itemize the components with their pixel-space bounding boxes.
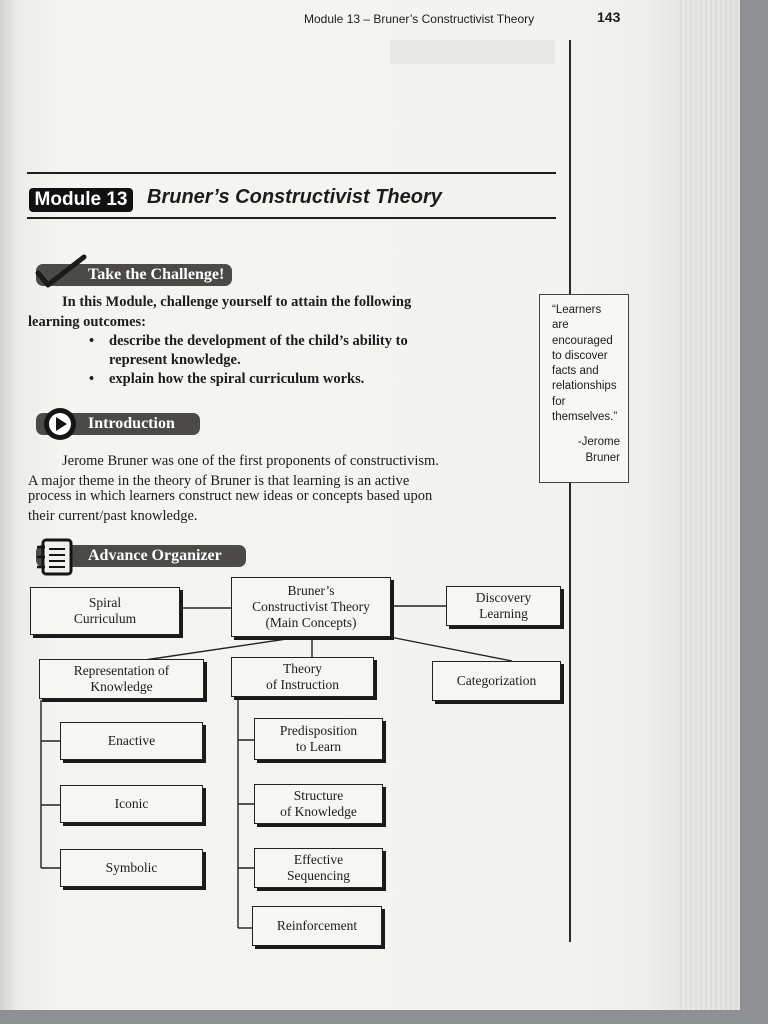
node-symbolic bbox=[60, 849, 203, 887]
node-text: Discovery bbox=[475, 590, 532, 605]
node-text: Structure bbox=[293, 788, 344, 803]
node-text: Bruner’s bbox=[287, 583, 335, 598]
challenge-intro-line2: learning outcomes: bbox=[28, 314, 146, 330]
node-reinforcement bbox=[252, 906, 382, 946]
outcome-2: explain how the spiral curriculum works. bbox=[109, 371, 365, 387]
node-constructivist-theory bbox=[231, 577, 391, 637]
node-categorization bbox=[432, 661, 561, 701]
node-text: of Instruction bbox=[265, 677, 340, 692]
intro-line2: A major theme in the theory of Bruner is that learning is an active bbox=[28, 473, 410, 489]
quote-line: are bbox=[552, 319, 569, 332]
intro-line4: their current/past knowledge. bbox=[28, 508, 198, 524]
node-text: Learning bbox=[479, 606, 528, 621]
node-text: Iconic bbox=[114, 796, 149, 811]
outcome-1-line2: represent knowledge. bbox=[109, 352, 241, 368]
node-representation-of-knowledge bbox=[39, 659, 204, 699]
node-text: Curriculum bbox=[73, 611, 137, 626]
quote-line: relationships bbox=[552, 380, 617, 393]
node-spiral-curriculum bbox=[30, 587, 180, 635]
node-structure-of-knowledge bbox=[254, 784, 383, 824]
running-header: Module 13 – Bruner’s Constructivist Theory bbox=[304, 12, 535, 26]
node-text: Spiral bbox=[88, 595, 122, 610]
node-text: Theory bbox=[283, 661, 322, 676]
node-text: Categorization bbox=[456, 673, 537, 688]
node-text: Symbolic bbox=[105, 860, 158, 875]
heading-label: Take the Challenge! bbox=[88, 266, 225, 283]
node-text: (Main Concepts) bbox=[265, 615, 357, 630]
module-title: Bruner’s Constructivist Theory bbox=[147, 186, 442, 208]
quote-line: facts and bbox=[552, 365, 599, 378]
heading-label: Advance Organizer bbox=[88, 547, 222, 564]
intro-line1: Jerome Bruner was one of the first proponents of constructivism. bbox=[62, 453, 439, 469]
node-text: to Learn bbox=[295, 739, 342, 754]
node-effective-sequencing bbox=[254, 848, 383, 888]
node-enactive bbox=[60, 722, 203, 760]
node-text: Constructivist Theory bbox=[252, 599, 370, 614]
module-badge: Module 13 bbox=[29, 188, 133, 212]
node-text: Sequencing bbox=[287, 868, 350, 883]
bullet-icon: • bbox=[89, 333, 95, 349]
intro-line3: process in which learners construct new ideas or concepts based upon bbox=[28, 488, 433, 504]
outcome-1-line1: describe the development of the child’s ability to bbox=[109, 333, 408, 349]
node-text: Knowledge bbox=[90, 679, 153, 694]
quote-line: “Learners bbox=[552, 304, 602, 316]
node-text: of Knowledge bbox=[280, 804, 357, 819]
quote-line: themselves.” bbox=[552, 411, 618, 424]
node-text: Enactive bbox=[107, 733, 156, 748]
node-text: Representation of bbox=[73, 663, 170, 678]
bullet-icon: • bbox=[89, 371, 95, 387]
challenge-intro-line1: In this Module, challenge yourself to attain the following bbox=[62, 294, 412, 310]
node-iconic bbox=[60, 785, 203, 823]
quote-attribution-line1: -Jerome bbox=[577, 436, 620, 449]
node-discovery-learning bbox=[446, 586, 561, 626]
node-text: Reinforcement bbox=[276, 918, 358, 933]
quote-attribution-line2: Bruner bbox=[585, 451, 620, 464]
node-text: Predisposition bbox=[279, 723, 358, 738]
node-predisposition-to-learn bbox=[254, 718, 383, 760]
node-theory-of-instruction bbox=[231, 657, 374, 697]
heading-label: Introduction bbox=[88, 415, 175, 432]
quote-line: encouraged bbox=[552, 334, 613, 347]
quote-line: to discover bbox=[552, 349, 608, 362]
quote-line: for bbox=[552, 395, 566, 408]
page-number: 143 bbox=[597, 9, 621, 25]
node-text: Effective bbox=[293, 852, 344, 867]
